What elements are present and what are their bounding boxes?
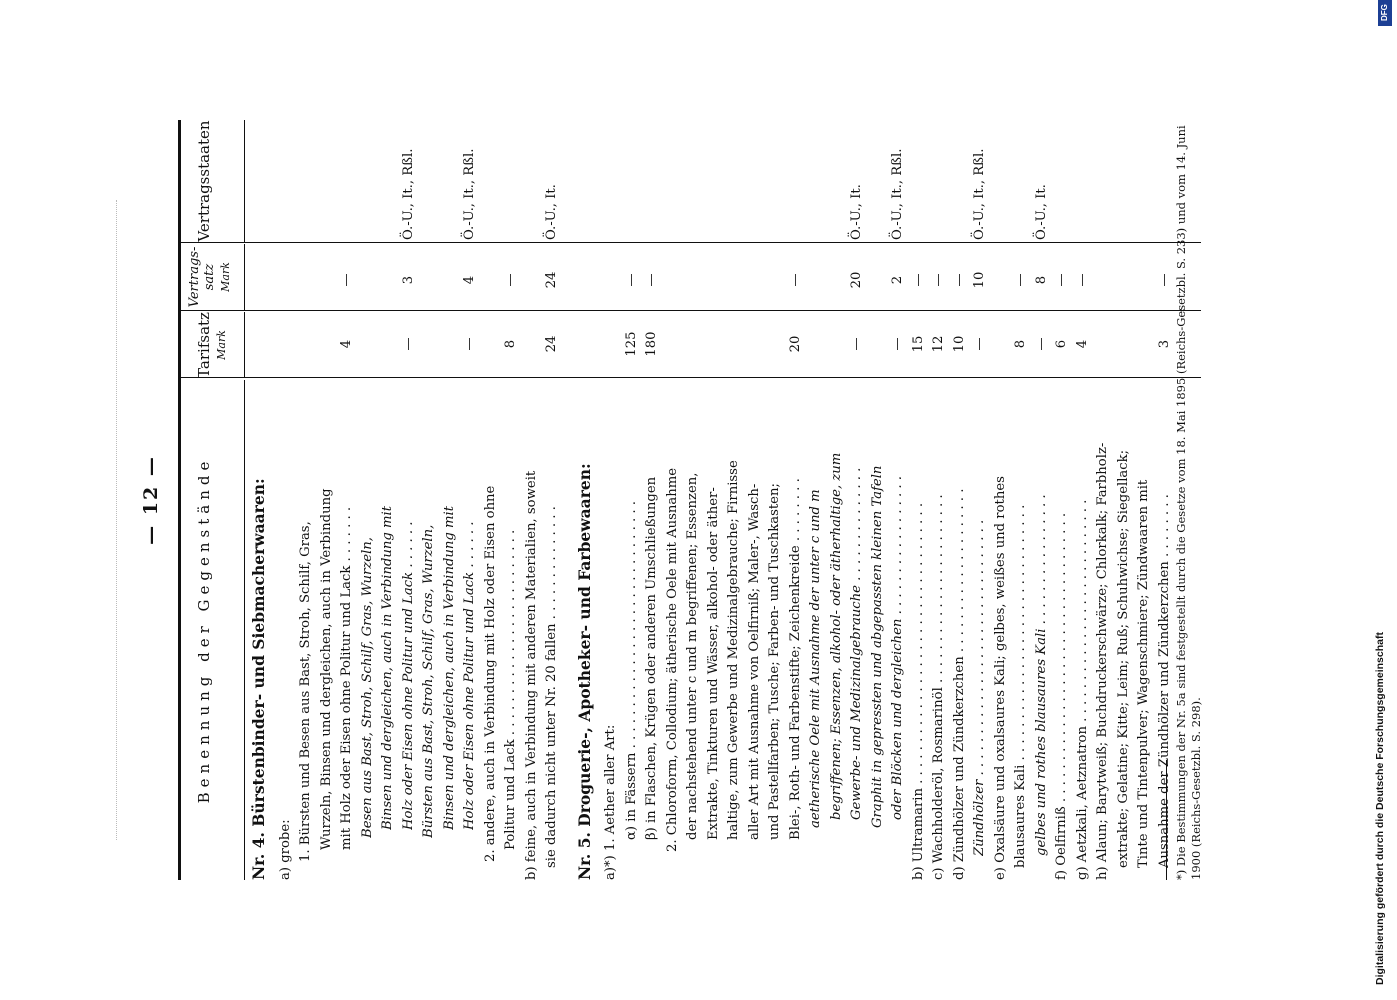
item-description: Tinte und Tintenpulver; Wagenschmiere; Zündwaaren mit (1136, 479, 1151, 868)
table-row (358, 120, 378, 880)
item-description: Gewerbe- und Medizinalgebrauche . . . . . . . . . . . . . . (849, 467, 864, 820)
treaty-rate: 10 (972, 271, 987, 289)
table-row (868, 120, 888, 880)
treaty-states: Ö.-U., It., Rßl. (400, 148, 416, 240)
table-row (460, 120, 480, 880)
table-row (622, 120, 642, 880)
item-description: mit Holz oder Eisen ohne Politur und Lack . . . . . . . (339, 506, 354, 850)
treaty-states: Ö.-U., It., Rßl. (972, 148, 987, 240)
table-row (1052, 120, 1072, 880)
tariff-rate: 8 (503, 339, 518, 349)
tariff-rate: 15 (910, 335, 926, 353)
dfg-logo: DFG (1378, 0, 1392, 26)
item-description: Blei-, Roth- und Farbenstifte; Zeichenkreide . . . . . . . . (787, 478, 803, 840)
tariff-rate: 24 (544, 335, 559, 353)
table-row (1093, 120, 1113, 880)
table-row (950, 120, 970, 880)
table-row (704, 120, 724, 880)
item-description: Politur und Lack . . . . . . . . . . . . . . . . . . . . . . . . . (503, 529, 518, 850)
treaty-rate: — (1156, 273, 1172, 287)
treaty-states: Ö.-U., It. (1033, 184, 1049, 240)
item-description: a) grobe: (277, 819, 293, 880)
tariff-rate: 4 (1074, 339, 1090, 349)
table-row (249, 120, 269, 880)
table-row (991, 120, 1011, 880)
scan-artifact (116, 200, 117, 840)
item-description: Zündhölzer . . . . . . . . . . . . . . . . . . . . . . . . . . . . . . . (972, 519, 987, 856)
treaty-rate: — (1054, 273, 1069, 287)
item-description: b) Ultramarin . . . . . . . . . . . . . . . . . . . . . . . . . . . . . . . . . . (910, 502, 926, 880)
treaty-rate: — (931, 273, 946, 287)
column-header-goods: Benennung der Gegenstände (181, 380, 245, 880)
treaty-states: Ö.-U., It., Rßl. (462, 148, 477, 240)
table-row (786, 120, 806, 880)
treaty-rate: — (1074, 273, 1090, 287)
item-description: begriffenen; Essenzen, alkohol- oder ätherhaltige, zum (828, 452, 844, 820)
item-description: e) Oxalsäure und oxalsaures Kali; gelbes, weißes und rothes (992, 476, 1008, 880)
item-description: sie dadurch nicht unter Nr. 20 fallen . . . . . . . . . . . . . . (544, 506, 559, 868)
treaty-rate: 4 (462, 275, 477, 285)
item-description: h) Alaun; Barytweiß; Buchdruckerschwärze; Chlorkalk; Farbholz- (1095, 442, 1110, 880)
table-row (827, 120, 847, 880)
item-description: blausaures Kali . . . . . . . . . . . . . . . . . . . . . . . . . . . . . . . (1013, 504, 1028, 868)
treaty-states: Ö.-U., It. (849, 184, 864, 240)
table-row (501, 120, 521, 880)
item-description: aetherische Oele mit Ausnahme der unter c und m (808, 489, 823, 828)
column-header-states: Vertragsstaaten (181, 120, 245, 242)
item-description: g) Aetzkali, Aetznatron . . . . . . . . . . . . . . . . . . . . . . . . . . . (1074, 499, 1090, 880)
item-description: Bürsten aus Bast, Stroh, Schilf, Gras, Wurzeln, (421, 524, 436, 838)
page-number: — 12 — (140, 455, 162, 545)
table-row (337, 120, 357, 880)
tariff-rate: 125 (623, 331, 639, 357)
item-description: der nachstehend unter c und m begriffenen; Essenzen, (685, 472, 700, 840)
table-row (847, 120, 867, 880)
tariff-rate: — (849, 337, 864, 351)
table-row (601, 120, 621, 880)
treaty-rate: 24 (544, 271, 559, 289)
treaty-states: Ö.-U., It., Rßl. (890, 148, 905, 240)
table-row (765, 120, 785, 880)
table-row (296, 120, 316, 880)
table-row (724, 120, 744, 880)
tariff-rate: 12 (931, 335, 946, 353)
item-description: b) feine, auch in Verbindung mit anderen Materialien, soweit (523, 470, 539, 880)
table-row (317, 120, 337, 880)
treaty-rate: 20 (849, 271, 864, 289)
item-description: Graphit in gepressten und abgepassten kleinen Tafeln (869, 465, 885, 828)
table-row (888, 120, 908, 880)
item-description: β) in Flaschen, Krügen oder anderen Umschließungen (644, 476, 659, 840)
table-row (642, 120, 662, 880)
item-description: oder Blöcken und dergleichen . . . . . . . . . . . . . . . . . (890, 476, 905, 820)
table-row (1155, 120, 1175, 880)
treaty-rate: 8 (1033, 275, 1049, 285)
table-row (481, 120, 501, 880)
table-row (970, 120, 990, 880)
item-description: gelbes und rothes blausaures Kali . . . . . . . . . . . . . . . . (1033, 494, 1049, 856)
item-description: Binsen und dergleichen, auch in Verbindung mit (380, 505, 395, 830)
digitization-credit: Digitalisierung gefördert durch die Deutsche Forschungsgemeinschaft (1374, 632, 1386, 985)
item-description: α) in Fässern . . . . . . . . . . . . . . . . . . . . . . . . . . . . . . (623, 501, 639, 840)
table-row (745, 120, 765, 880)
item-description: f) Oelfirniß . . . . . . . . . . . . . . . . . . . . . . . . . . . . . . . . . . . (1054, 512, 1069, 880)
treaty-rate: — (951, 273, 967, 287)
tariff-rate: 180 (644, 331, 659, 357)
item-description: Binsen und dergleichen, auch in Verbindung mit (441, 505, 457, 830)
item-description: a)*) 1. Aether aller Art: (603, 724, 618, 880)
column-header-treaty-rate: Vertrags- satz Mark (181, 244, 245, 310)
item-description: Extrakte, Tinkturen und Wässer, alkohol- oder äther- (705, 487, 721, 840)
treaty-rate: — (503, 273, 518, 287)
footnote-rule (1166, 760, 1167, 880)
item-description: extrakte; Gelatine; Kitte; Leim; Ruß; Schuhwichse; Siegellack; (1115, 449, 1131, 868)
table-row (575, 120, 595, 880)
tariff-rate: 4 (339, 339, 354, 349)
tariff-rate: — (1033, 337, 1049, 351)
treaty-rate: — (339, 273, 354, 287)
item-description: Holz oder Eisen ohne Politur und Lack . . . . . . (400, 521, 416, 830)
table-row (663, 120, 683, 880)
table-row (440, 120, 460, 880)
table-row (1011, 120, 1031, 880)
tariff-rate: — (890, 337, 905, 351)
item-description: 1. Bürsten und Besen aus Bast, Stroh, Schilf, Gras, (298, 521, 313, 862)
tariff-rate: — (400, 337, 416, 351)
tariff-rate: — (972, 337, 987, 351)
table-row (1073, 120, 1093, 880)
treaty-rate: — (910, 273, 926, 287)
table-row (1114, 120, 1134, 880)
table-row (909, 120, 929, 880)
section-heading: Nr. 4. Bürstenbinder- und Siebmacherwaaren: (249, 478, 268, 880)
table-row (378, 120, 398, 880)
item-description: und Pastellfarben; Tusche; Farben- und Tuschkasten; (767, 483, 782, 840)
item-description: aller Art mit Ausnahme von Oelfirniß; Maler-, Wasch- (746, 483, 762, 840)
treaty-rate: — (1013, 273, 1028, 287)
table-row (929, 120, 949, 880)
treaty-states: Ö.-U., It. (544, 184, 559, 240)
table-row (276, 120, 296, 880)
item-description: Besen aus Bast, Stroh, Schilf, Gras, Wurzeln, (359, 537, 375, 838)
table-row (419, 120, 439, 880)
table-row (806, 120, 826, 880)
item-description: haltige, zum Gewerbe und Medizinalgebrauche; Firnisse (726, 460, 741, 840)
tariff-rate: 10 (951, 335, 967, 353)
treaty-rate: 2 (890, 275, 905, 285)
item-description: Ausnahme der Zündhölzer und Zündkerzchen . . . . . . . . (1156, 494, 1172, 868)
tariff-table (178, 120, 1201, 880)
item-description: 2. Chloroform, Collodium; ätherische Oele mit Ausnahme (664, 467, 680, 852)
tariff-rate: 6 (1054, 339, 1069, 349)
treaty-rate: 3 (400, 275, 416, 285)
table-row (399, 120, 419, 880)
tariff-rate: 20 (787, 335, 803, 353)
table-row (1134, 120, 1154, 880)
tariff-rate: — (462, 337, 477, 351)
table-row (683, 120, 703, 880)
table-row (522, 120, 542, 880)
item-description: c) Wachholderöl, Rosmarinöl . . . . . . . . . . . . . . . . . . . . . . . (931, 494, 946, 880)
item-description: d) Zündhölzer und Zündkerzchen . . . . . . . . . . . . . . . . . . . . (951, 488, 967, 880)
treaty-rate: — (644, 273, 659, 287)
rotated-document-page (140, 120, 1240, 880)
tariff-rate: 3 (1156, 339, 1172, 349)
section-heading: Nr. 5. Droguerie-, Apotheker- und Farbewaaren: (574, 463, 594, 880)
treaty-rate: — (623, 273, 639, 287)
item-description: 2. andere, auch in Verbindung mit Holz oder Eisen ohne (482, 485, 498, 862)
footnote: *) Die Bestimmungen der Nr. 5a sind festgestellt durch die Gesetze vom 18. Mai 1895 (Reichs-Gesetzbl. S. 233) und vom 14. Juni 1900 (Reichs-Gesetzbl. S. 298). (1174, 125, 1203, 880)
table-row (1032, 120, 1052, 880)
treaty-rate: — (787, 273, 803, 287)
table-row (542, 120, 562, 880)
item-description: Holz oder Eisen ohne Politur und Lack . . . . . . (462, 521, 477, 830)
tariff-rate: 8 (1013, 339, 1028, 349)
item-description: Wurzeln, Binsen und dergleichen, auch in Verbindung (318, 488, 334, 850)
column-header-tariff: Tarifsatz Mark (181, 312, 245, 378)
